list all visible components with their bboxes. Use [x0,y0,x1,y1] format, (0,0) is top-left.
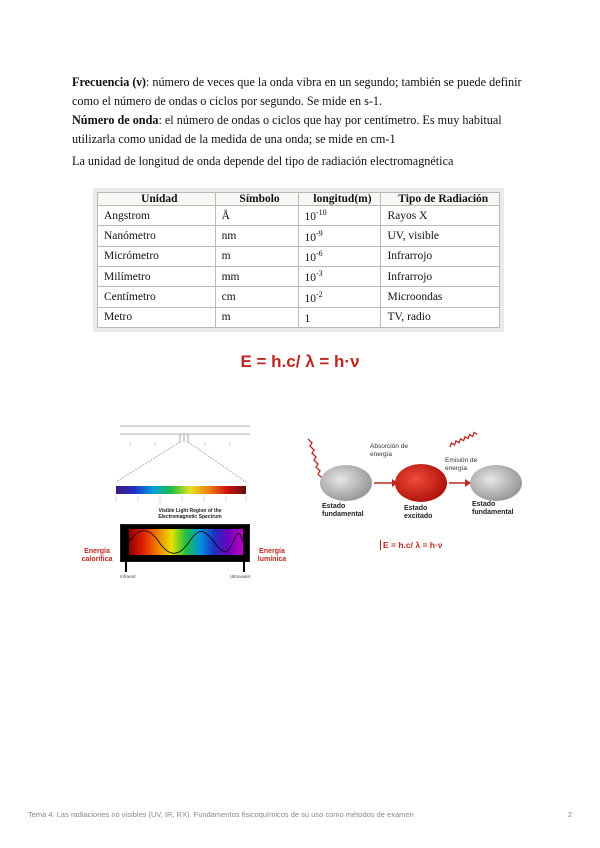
header-symbol: Símbolo [215,193,298,206]
frequency-term: Frecuencia (ν) [72,75,146,89]
cell-type: TV, radio [381,307,500,327]
cell-symbol: Å [215,206,298,226]
cell-unit: Centímetro [98,287,216,307]
energy-formula-small: E = h.c/ λ = h·ν [380,540,443,550]
cell-unit: Micrómetro [98,246,216,266]
visible-spectrum-bar [116,486,246,494]
wave-graphic [121,525,249,561]
excitation-figure [300,425,535,560]
ground-state-left-label: Estado fundamental [322,503,364,518]
cell-symbol: m [215,307,298,327]
infrared-label: Infrared [120,574,136,579]
frequency-definition: : número de veces que la onda vibra en un segundo; también se puede definir como el número de ondas o ciclos por segundo. Se mide en s-1. [72,75,522,108]
frequency-paragraph [72,73,532,111]
spectrum-scale-graphic [80,412,280,512]
wavenumber-paragraph [72,111,532,149]
cell-unit: Nanómetro [98,226,216,246]
cell-length: $10^{-9}$ [298,226,381,246]
table-row [98,226,500,246]
units-table [97,192,500,328]
table-row [98,206,500,226]
wavenumber-term: Número de onda [72,113,159,127]
cell-type: Infrarrojo [381,266,500,286]
visible-region-box [120,524,250,562]
footer-text: Tema 4. Las radiaciones no visibles (UV, IR, RX). Fundamentos fisicoquímicos de su uso como métodos de examen [28,810,414,819]
ground-state-right-label: Estado fundamental [472,501,514,516]
table-row [98,266,500,286]
light-energy-label: Energía lumínica [257,548,287,563]
wavenumber-definition: : el número de ondas o ciclos que hay por centímetro. Es muy habitual utilizarla como unidad de la medida de una onda; se mide en cm-1 [72,113,502,146]
page-footer [28,810,572,819]
table-header-row [98,193,500,206]
cell-type: Microondas [381,287,500,307]
cell-type: Infrarrojo [381,246,500,266]
ultraviolet-label: Ultraviolet [230,574,251,579]
cell-length: 1 [298,307,381,327]
page-number: 2 [567,810,572,819]
cell-type: UV, visible [381,226,500,246]
table-row [98,246,500,266]
heat-energy-label: Energía calorífica [81,548,113,563]
cell-type: Rayos X [381,206,500,226]
cell-length: $10^{-6}$ [298,246,381,266]
table-row [98,287,500,307]
excited-state-label: Estado excitado [404,505,433,520]
cell-symbol: m [215,246,298,266]
cell-symbol: nm [215,226,298,246]
header-radiation-type: Tipo de Radiación [381,193,500,206]
absorption-label: Absorción de energía [370,443,408,458]
energy-formula: E = h.c/ λ = h·ν [240,352,360,371]
header-length: longitud(m) [298,193,381,206]
units-table-container [93,188,504,332]
header-unit: Unidad [98,193,216,206]
emission-label: Emisión de energía [445,457,478,472]
cell-symbol: mm [215,266,298,286]
cell-unit: Milímetro [98,266,216,286]
cell-symbol: cm [215,287,298,307]
cell-length: $10^{-3}$ [298,266,381,286]
cell-length: $10^{-10}$ [298,206,381,226]
spectrum-figure [80,412,287,580]
wavelength-unit-paragraph: La unidad de longitud de onda depende del tipo de radiación electromagnética [72,154,454,168]
table-row [98,307,500,327]
cell-length: $10^{-2}$ [298,287,381,307]
cell-unit: Metro [98,307,216,327]
visible-region-title: Visible Light Region of the Electromagnetic Spectrum [158,508,222,520]
cell-unit: Angstrom [98,206,216,226]
